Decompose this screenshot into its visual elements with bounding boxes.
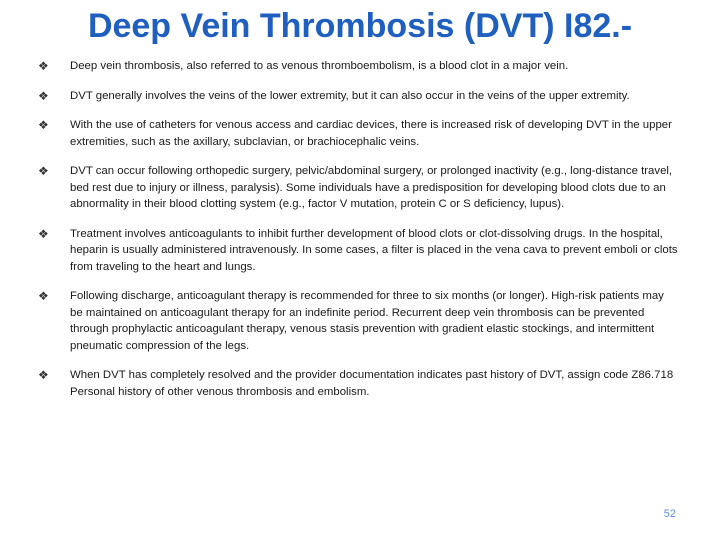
bullet-text: Following discharge, anticoagulant therapy is recommended for three to six months (or longer). High-risk patients may be maintained on anticoagulant therapy for an indefinite period. Recurrent deep vein thrombosis can be prevented through prophylactic anticoagulant therapy, venous stasis prevention with gradient elastic stockings, and intermittent pneumatic compression of the legs. (70, 290, 664, 352)
diamond-bullet-icon: ❖ (38, 164, 49, 178)
bullet-text: DVT generally involves the veins of the lower extremity, but it can also occur in the veins of the upper extremity. (70, 89, 630, 102)
bullet-item (38, 367, 678, 400)
bullet-text: With the use of catheters for venous access and cardiac devices, there is increased risk of developing DVT in the upper extremities, such as the axillary, subclavian, or brachiocephalic veins. (70, 119, 672, 148)
diamond-bullet-icon: ❖ (38, 88, 49, 103)
bullet-list (38, 58, 678, 413)
bullet-item (38, 117, 678, 150)
bullet-item (38, 58, 678, 75)
bullet-item (38, 288, 678, 354)
diamond-bullet-icon: ❖ (38, 118, 49, 132)
bullet-text: When DVT has completely resolved and the provider documentation indicates past history of DVT, assign code Z86.718 Personal history of other venous thrombosis and embolism. (70, 369, 674, 398)
bullet-text: Deep vein thrombosis, also referred to as venous thromboembolism, is a blood clot in a major vein. (70, 60, 569, 72)
diamond-bullet-icon: ❖ (38, 289, 49, 303)
diamond-bullet-icon: ❖ (38, 59, 49, 73)
bullet-text: DVT can occur following orthopedic surgery, pelvic/abdominal surgery, or prolonged inactivity (e.g., long-distance travel, bed rest due to injury or illness, paralysis). Some individuals have a predisposition for developing blood clots due to an abnormality in their blood clotting system (e.g., factor V mutation, protein C or S deficiency, lupus). (70, 165, 673, 210)
bullet-item (38, 163, 678, 213)
bullet-item (38, 226, 678, 276)
bullet-text: Treatment involves anticoagulants to inhibit further development of blood clots or clot-dissolving drugs. In the hospital, heparin is usually administered intravenously. In some cases, a filter is placed in the vena cava to prevent emboli or clots from traveling to the heart and lungs. (70, 227, 678, 273)
diamond-bullet-icon: ❖ (38, 226, 49, 241)
slide-title: Deep Vein Thrombosis (DVT) I82.- (87, 7, 633, 45)
page-number: 52 (663, 508, 676, 520)
diamond-bullet-icon: ❖ (38, 368, 49, 382)
bullet-item (38, 88, 678, 105)
